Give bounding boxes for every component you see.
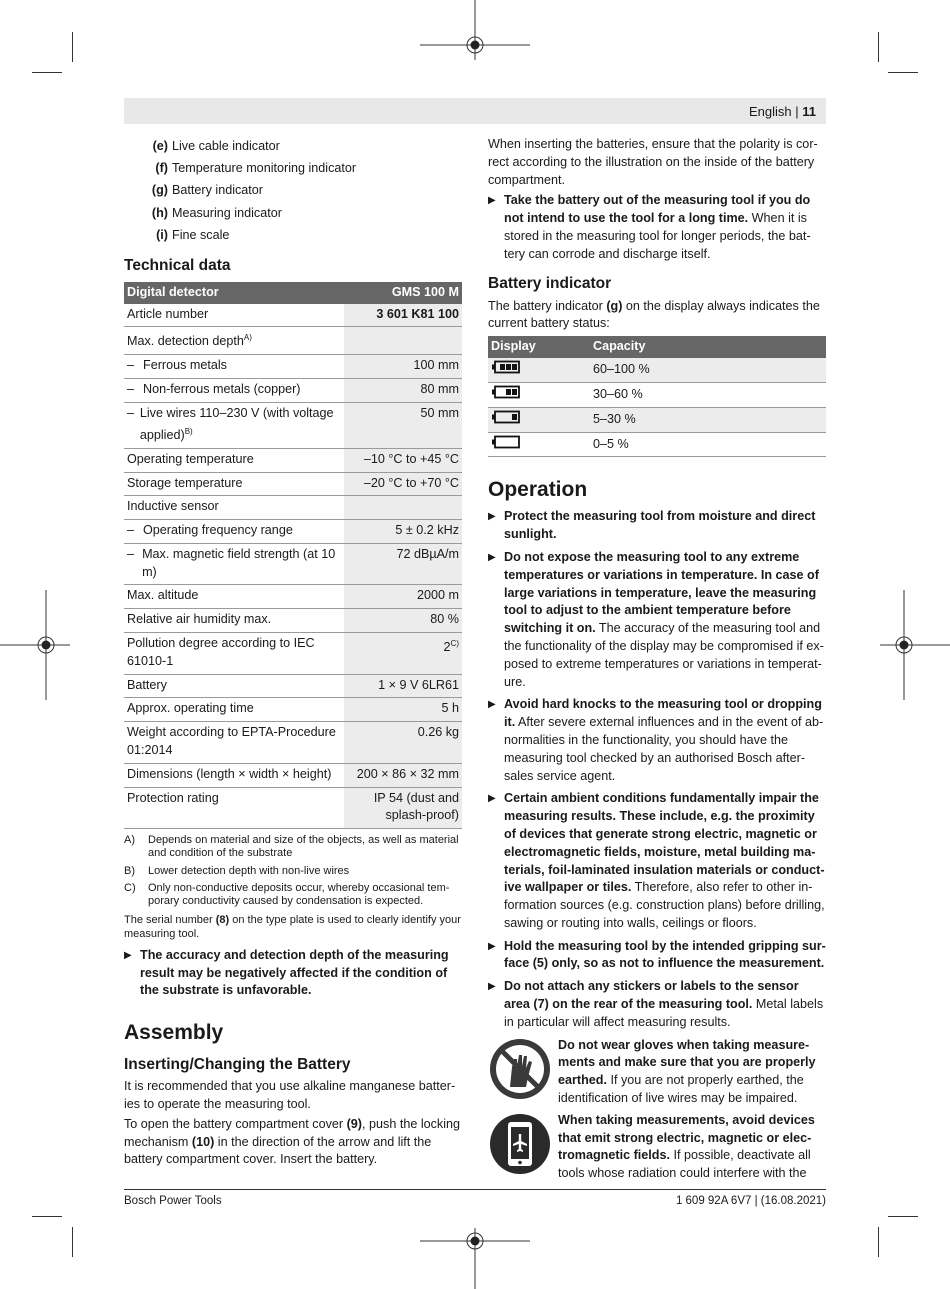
spec-value: 50 mm xyxy=(420,405,459,420)
table-row xyxy=(124,674,462,698)
battery-col-display: Display xyxy=(488,336,590,358)
battery-row xyxy=(488,382,826,407)
devices-warning-text: When taking measurements, avoid devices that emit strong electric, magnetic or electromagnetic fields. If possible, deactivate all tools whose radiation could interfere with the xyxy=(558,1112,815,1181)
footnote-text: Only non-conductive deposits occur, whereby occasional temporary conductivity caused by condensation is expected. xyxy=(148,882,450,908)
legend-item xyxy=(144,138,462,156)
battery-icon-cell xyxy=(488,358,590,382)
battery-row xyxy=(488,407,826,432)
bullet-body-text: After severe external influences and in the event of abnormalities in the functionality, you should have the measuring tool checked by an authorised Bosch after-sales service agent. xyxy=(504,715,824,783)
legend-list xyxy=(124,138,462,245)
spec-label-cell xyxy=(124,304,344,327)
table-row xyxy=(124,698,462,722)
bullet-body-text: Therefore, also refer to other information sources (e.g. construction plans) before drilling, sawing or routing into walls, ceilings or floors. xyxy=(504,880,825,930)
battery-bar xyxy=(512,364,517,370)
crop-mark xyxy=(878,32,879,62)
spec-value-cell xyxy=(344,609,462,633)
technical-data-heading: Technical data xyxy=(124,256,231,274)
crop-mark xyxy=(888,72,918,73)
bullet-arrow-icon: ▶ xyxy=(488,981,496,993)
table-row xyxy=(124,379,462,403)
battery-icon-cell xyxy=(488,432,590,457)
footnote xyxy=(124,865,462,878)
spec-value: 1 × 9 V 6LR61 xyxy=(378,677,459,692)
registration-mark-icon xyxy=(420,0,530,60)
battery-change-heading: Inserting/Changing the Battery xyxy=(124,1056,351,1074)
spec-value: 5 h xyxy=(441,701,459,716)
spec-label-cell xyxy=(124,698,344,722)
spec-label-cell xyxy=(124,402,344,448)
serial-note: The serial number (8) on the type plate is used to clearly identify your measuring tool. xyxy=(124,913,461,940)
battery-col-capacity: Capacity xyxy=(590,336,826,358)
battery-level-icon xyxy=(491,385,521,399)
battery-row xyxy=(488,358,826,382)
table-row xyxy=(124,609,462,633)
spec-label-cell xyxy=(124,609,344,633)
operation-bullet xyxy=(488,549,826,691)
table-row xyxy=(124,543,462,585)
spec-label: Ferrous metals xyxy=(143,358,227,373)
spec-label: Protection rating xyxy=(127,790,219,805)
legend-key: (g) xyxy=(151,183,168,198)
bullet-arrow-icon: ▶ xyxy=(124,949,132,961)
remove-battery-warning: ▶ Take the battery out of the measuring tool if you do not intend to use the tool for a long time. When it is stored in the measuring tool for longer periods, the battery can corrode and discharge itself. xyxy=(488,192,826,263)
bullet-bold-text: Do not expose the measuring tool to any extreme temperatures or variations in temperature. In case of large variations in temperature, leave the measuring tool to adjust to the ambient temperature before switching it on. xyxy=(504,549,819,636)
table-row xyxy=(124,722,462,764)
spec-value: 80 mm xyxy=(420,382,459,397)
bullet-bold-text: Do not attach any stickers or labels to the sensor area (7) on the rear of the measuring tool. xyxy=(504,979,799,1012)
legend-key: (h) xyxy=(151,205,168,220)
battery-indicator-heading: Battery indicator xyxy=(488,274,612,292)
spec-value: –10 °C to +45 °C xyxy=(363,451,459,466)
spec-label: Live wires 110–230 V (with voltage applied) xyxy=(139,405,334,442)
accuracy-warning: ▶ The accuracy and detection depth of the measuring result may be negatively affected if the condition of the substrate is unfavorable. xyxy=(124,947,462,1000)
spec-label-cell xyxy=(124,543,344,585)
spec-value-cell xyxy=(344,496,462,520)
battery-level-icon xyxy=(491,360,521,374)
table-header-model: GMS 100 M xyxy=(344,282,462,304)
spec-label-cell xyxy=(124,472,344,496)
battery-level-icon xyxy=(491,410,521,424)
spec-dash: – xyxy=(127,382,135,397)
legend-key: (e) xyxy=(152,139,168,153)
spec-value-cell xyxy=(344,327,462,355)
spec-value-cell xyxy=(344,698,462,722)
spec-value: 200 × 86 × 32 mm xyxy=(356,766,459,781)
spec-label-cell xyxy=(124,763,344,787)
footnote-key: C) xyxy=(124,882,136,895)
right-column xyxy=(488,136,826,1183)
table-row xyxy=(124,472,462,496)
footnote-text: Depends on material and size of the objects, as well as material and condition of the substrate xyxy=(148,834,459,860)
battery-capacity: 0–5 % xyxy=(590,432,826,457)
battery-icon-cell xyxy=(488,382,590,407)
legend-key: (f) xyxy=(155,161,168,176)
spec-label: Max. detection depth xyxy=(127,334,244,349)
battery-capacity: 5–30 % xyxy=(590,407,826,432)
footer-brand: Bosch Power Tools xyxy=(124,1195,222,1207)
bullet-bold-text: Hold the measuring tool by the intended gripping surface (5) only, so as not to influence the measurement. xyxy=(504,938,826,971)
battery-bar xyxy=(512,414,517,420)
table-row xyxy=(124,496,462,520)
battery-capacity: 30–60 % xyxy=(590,382,826,407)
operation-bullet xyxy=(488,790,826,932)
battery-row xyxy=(488,432,826,457)
spec-value-cell xyxy=(344,543,462,585)
bullet-arrow-icon: ▶ xyxy=(488,551,496,563)
operation-bullets xyxy=(488,508,826,1031)
spec-value-cell xyxy=(344,722,462,764)
no-gloves-icon xyxy=(488,1037,552,1101)
table-row xyxy=(124,327,462,355)
header-language: English xyxy=(748,104,792,119)
legend-label: Fine scale xyxy=(172,227,230,242)
battery-indicator-intro: The battery indicator (g) on the display always indicates the current battery status: xyxy=(488,298,820,331)
footer-doc-number: 1 609 92A 6V7 | (16.08.2021) xyxy=(675,1195,826,1207)
spec-value: 0.26 kg xyxy=(417,725,459,740)
spec-label: Dimensions (length × width × height) xyxy=(127,766,332,781)
table-row xyxy=(124,585,462,609)
legend-item xyxy=(144,227,462,245)
spec-value: 2 xyxy=(443,640,451,655)
footnote-ref: A) xyxy=(243,333,252,343)
spec-value: 2000 m xyxy=(416,588,459,603)
spec-label: Weight according to EPTA-Procedure 01:2014 xyxy=(127,725,336,758)
crop-mark xyxy=(888,1216,918,1217)
spec-label: Operating frequency range xyxy=(143,523,293,538)
gloves-warning xyxy=(488,1037,826,1108)
technical-data-table xyxy=(124,282,462,830)
operation-bullet xyxy=(488,978,826,1031)
spec-value-cell xyxy=(344,585,462,609)
spec-label-cell xyxy=(124,585,344,609)
spec-value: 72 dBµA/m xyxy=(396,546,459,561)
assembly-paragraph-2: To open the battery compartment cover (9), push the locking mechanism (10) in the direction of the arrow and lift the battery compartment cover. Insert the battery. xyxy=(124,1116,461,1167)
header-text xyxy=(749,103,816,121)
spec-label-cell xyxy=(124,448,344,472)
spec-label: Battery xyxy=(127,677,167,692)
table-row xyxy=(124,633,462,675)
spec-label-cell xyxy=(124,787,344,829)
spec-label-cell xyxy=(124,633,344,675)
table-row xyxy=(124,355,462,379)
table-row xyxy=(124,402,462,448)
spec-label: Storage temperature xyxy=(127,475,243,490)
spec-value-cell xyxy=(344,763,462,787)
footnote-key: A) xyxy=(124,834,135,847)
spec-label-cell xyxy=(124,722,344,764)
footnotes xyxy=(124,834,462,908)
operation-bullet xyxy=(488,938,826,974)
spec-value-cell xyxy=(344,448,462,472)
page-number: 11 xyxy=(802,104,816,119)
registration-mark-icon xyxy=(880,590,950,700)
spec-label-cell xyxy=(124,327,344,355)
operation-heading: Operation xyxy=(488,478,588,502)
header-separator: | xyxy=(795,104,799,119)
table-row xyxy=(124,304,462,327)
gloves-warning-text: Do not wear gloves when taking measurements and make sure that you are properly earthed. If you are not properly earthed, the identification of live wires may be impaired. xyxy=(558,1037,816,1106)
spec-label-cell xyxy=(124,355,344,379)
spec-value: 80 % xyxy=(430,612,459,627)
spec-value: 100 mm xyxy=(413,358,459,373)
phone-airplane-mode-icon xyxy=(488,1112,552,1176)
bullet-bold-text: Avoid hard knocks to the measuring tool or dropping it. xyxy=(504,697,822,730)
spec-label-cell xyxy=(124,674,344,698)
bullet-arrow-icon: ▶ xyxy=(488,940,496,952)
spec-value: –20 °C to +70 °C xyxy=(363,475,459,490)
registration-mark-icon xyxy=(0,590,70,700)
legend-label: Temperature monitoring indicator xyxy=(172,161,357,176)
legend-label: Battery indicator xyxy=(172,183,263,198)
spec-value-cell xyxy=(344,472,462,496)
bullet-body-text: The accuracy of the measuring tool and the functionality of the display may be compromised if exposed to extreme temperatures or variations in temperature. xyxy=(504,621,824,689)
polarity-paragraph: When inserting the batteries, ensure that the polarity is correct according to the illustration on the inside of the battery compartment. xyxy=(488,137,818,187)
table-row xyxy=(124,763,462,787)
spec-value-cell xyxy=(344,520,462,544)
bullet-body-text: Metal labels in particular will affect measuring results. xyxy=(504,997,824,1029)
bullet-bold-text: Certain ambient conditions fundamentally impair the measuring results. These include, e.g. the proximity of devices that generate strong electric, magnetic or electromagnetic fields, moisture, metal building materials, foil-laminated insulation materials or conductive wallpaper or tiles. xyxy=(504,791,825,895)
crop-mark xyxy=(32,1216,62,1217)
spec-value-cell xyxy=(344,304,462,327)
spec-dash: – xyxy=(127,523,135,538)
spec-label-cell xyxy=(124,496,344,520)
crop-mark xyxy=(878,1227,879,1257)
spec-label: Inductive sensor xyxy=(127,499,219,514)
battery-capacity-table xyxy=(488,336,826,457)
spec-value: 3 601 K81 100 xyxy=(376,306,459,321)
bullet-arrow-icon: ▶ xyxy=(488,793,496,805)
spec-label: Operating temperature xyxy=(127,451,254,466)
footnote-ref: B) xyxy=(184,426,193,436)
spec-dash: – xyxy=(127,405,135,420)
spec-value-cell xyxy=(344,674,462,698)
devices-warning xyxy=(488,1112,826,1183)
legend-item xyxy=(144,205,462,223)
operation-bullet xyxy=(488,508,826,544)
spec-dash: – xyxy=(127,358,135,373)
crop-mark xyxy=(72,1227,73,1257)
spec-value-cell xyxy=(344,633,462,675)
table-row xyxy=(124,787,462,829)
table-header-label: Digital detector xyxy=(124,282,344,304)
battery-level-icon xyxy=(491,435,521,449)
footnote-ref: C) xyxy=(450,639,459,649)
bullet-arrow-icon: ▶ xyxy=(488,699,496,711)
spec-value: IP 54 (dust and splash-proof) xyxy=(373,790,459,823)
bullet-arrow-icon: ▶ xyxy=(488,511,496,523)
crop-mark xyxy=(32,72,62,73)
assembly-paragraph-1: It is recommended that you use alkaline manganese batteries to operate the measuring tool. xyxy=(124,1079,456,1111)
battery-bar xyxy=(506,364,511,370)
legend-item xyxy=(144,160,462,178)
bullet-arrow-icon: ▶ xyxy=(488,195,496,207)
legend-label: Measuring indicator xyxy=(172,205,282,220)
spec-value-cell xyxy=(344,355,462,379)
spec-value-cell xyxy=(344,379,462,403)
bullet-bold-text: Protect the measuring tool from moisture and direct sunlight. xyxy=(504,509,816,542)
registration-mark-icon xyxy=(420,1228,530,1289)
spec-label-cell xyxy=(124,520,344,544)
left-column xyxy=(124,136,462,1169)
spec-label: Non-ferrous metals (copper) xyxy=(143,382,301,397)
operation-bullet xyxy=(488,696,826,785)
legend-key: (i) xyxy=(156,227,168,242)
table-row xyxy=(124,520,462,544)
battery-icon-cell xyxy=(488,407,590,432)
spec-label: Max. magnetic field strength (at 10 m) xyxy=(142,546,336,579)
battery-bar xyxy=(506,389,511,395)
page-header xyxy=(124,98,826,124)
footnote-text: Lower detection depth with non-live wires xyxy=(148,864,350,877)
spec-label: Relative air humidity max. xyxy=(127,612,272,627)
assembly-heading: Assembly xyxy=(124,1021,224,1045)
battery-capacity: 60–100 % xyxy=(590,358,826,382)
spec-label: Pollution degree according to IEC 61010-1 xyxy=(127,636,315,668)
spec-label-cell xyxy=(124,379,344,403)
footnote-key: B) xyxy=(124,864,135,877)
spec-label: Max. altitude xyxy=(127,588,199,603)
battery-bar xyxy=(512,389,517,395)
spec-label: Article number xyxy=(127,306,209,321)
table-row xyxy=(124,448,462,472)
spec-value-cell xyxy=(344,402,462,448)
legend-label: Live cable indicator xyxy=(172,139,280,153)
spec-dash: – xyxy=(127,546,135,561)
spec-label: Approx. operating time xyxy=(127,701,254,716)
battery-bar xyxy=(500,364,505,370)
crop-mark xyxy=(72,32,73,62)
footnote xyxy=(124,834,462,860)
spec-value-cell xyxy=(344,787,462,829)
footnote xyxy=(124,882,462,908)
legend-item xyxy=(144,182,462,200)
spec-value: 5 ± 0.2 kHz xyxy=(395,523,459,538)
page-footer xyxy=(124,1189,826,1207)
